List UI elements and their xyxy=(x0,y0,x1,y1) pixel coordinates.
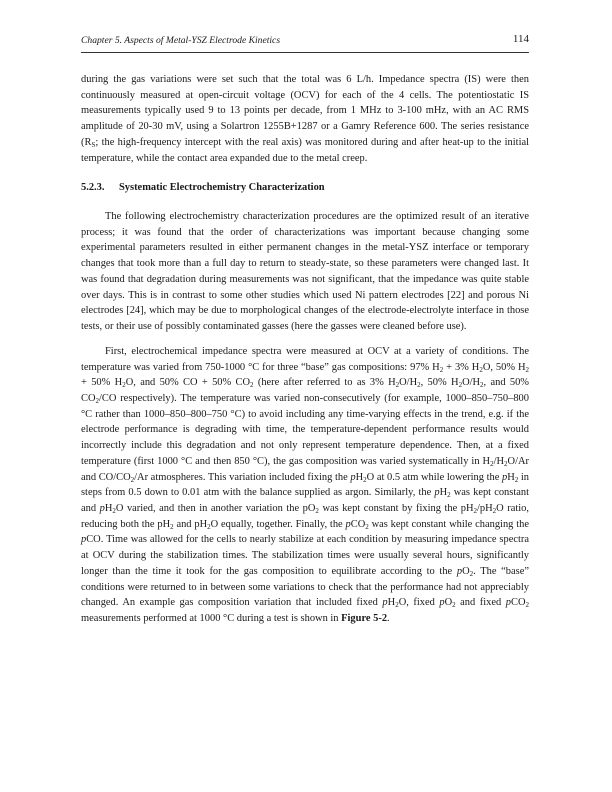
section-heading xyxy=(81,180,529,196)
section-number: 5.2.3. xyxy=(81,182,105,194)
paragraph-3: First, electrochemical impedance spectra were measured at OCV at a variety of conditions. The temperature was varied from 750-1000 °C for three “base” gas compositions: 97% $H_2 + 3\%$ $H_2O$, 50% $H_2 + 50\%$ $H_2O$, and 50% CO + 50% $CO_2$ (here after referred to as 3% $H_2O/H_2$, 50% $H_2O/H_2$, and 50% $CO_2/CO$ respectively). The temperature was varied non-consecutively (for example, 1000–850–750–800 °C rather than 1000–850–800–750 °C) to avoid including any time-varying effects in the trend, e.g. if the electrode performance is degrading with time, the temperature-dependent performance results would incorrectly include this degradation and not only represent temperature dependence. Then, at a fixed temperature (first 1000 °C and then 850 °C), the gas composition was varied systematically in $H_2/H_2O/Ar$ and $CO/CO_2/Ar$ atmospheres. This variation included fixing the $pH_2O$ at 0.5 atm while lowering the $pH_2$ in steps from 0.5 down to 0.01 atm with the balance supplied as argon. Similarly, the $pH_2$ was kept constant and $pH_2O$ varied, and then in another variation the $pO_2$ was kept constant by fixing the $pH_2/pH_2O$ ratio, reducing both the $pH_2$ and $pH_2O$ equally, together. Finally, the pCO$_2$ was kept constant while changing the pCO. Time was allowed for the cells to nearly stabilize at each condition by measuring impedance spectra at OCV during the stabilization times. The stabilization times were usually several hours, significantly longer than the time it took for the gas composition to equilibrate according to the $pO_2$. The “base” conditions were returned to in between some variations to check that the performance had not appreciably changed. An example gas composition variation that included fixed $pH_2O$, fixed $pO_2$ and fixed pCO$_2$ measurements performed at 1000 °C during a test is shown in Figure 5-2. xyxy=(81,345,530,624)
running-header xyxy=(81,31,529,47)
paragraph-1: during the gas variations were set such that the total was 6 L/h. Impedance spectra (IS) were then continuously measured at open-circuit voltage (OCV) for each of the 4 cells. The potentiostatic IS measurements typically used 9 to 13 points per decade, from 1 MHz to 3-100 mHz, with an AC RMS amplitude of 20-30 mV, using a Solartron 1255B+1287 or a Gamry Reference 600. The series resistance ($R_S$; the high-frequency intercept with the real axis) was monitored during and after heat-up to the initial temperature, while the contact area expanded due to the metal creep. xyxy=(81,74,529,164)
section-title: Systematic Electrochemistry Characterization xyxy=(119,182,325,194)
page-number: 114 xyxy=(512,33,529,45)
figure-reference[interactable]: Figure 5-2 xyxy=(341,613,388,624)
page-body xyxy=(81,72,529,627)
header-rule xyxy=(81,52,529,53)
chapter-title: Chapter 5. Aspects of Metal-YSZ Electrode Kinetics xyxy=(81,35,281,46)
paragraph-2: The following electrochemistry characterization procedures are the optimized result of an iterative process; it was found that the order of characterizations was important because changing some experimental parameters resulted in either permanent changes in the metal-YSZ interface or temporary changes that took more than a full day to return to steady-state, so these parameters were changed last. It was found that degradation during measurements was not significant, that the impedance was quite stable over days. This is in contrast to some other studies which used Ni pattern electrodes [22] and porous Ni electrodes [24], which may be due to morphological changes of the electrode-electrolyte interface in those tests, or their use of possibly contaminated gasses (here the gasses were cleaned before use). xyxy=(81,211,529,333)
